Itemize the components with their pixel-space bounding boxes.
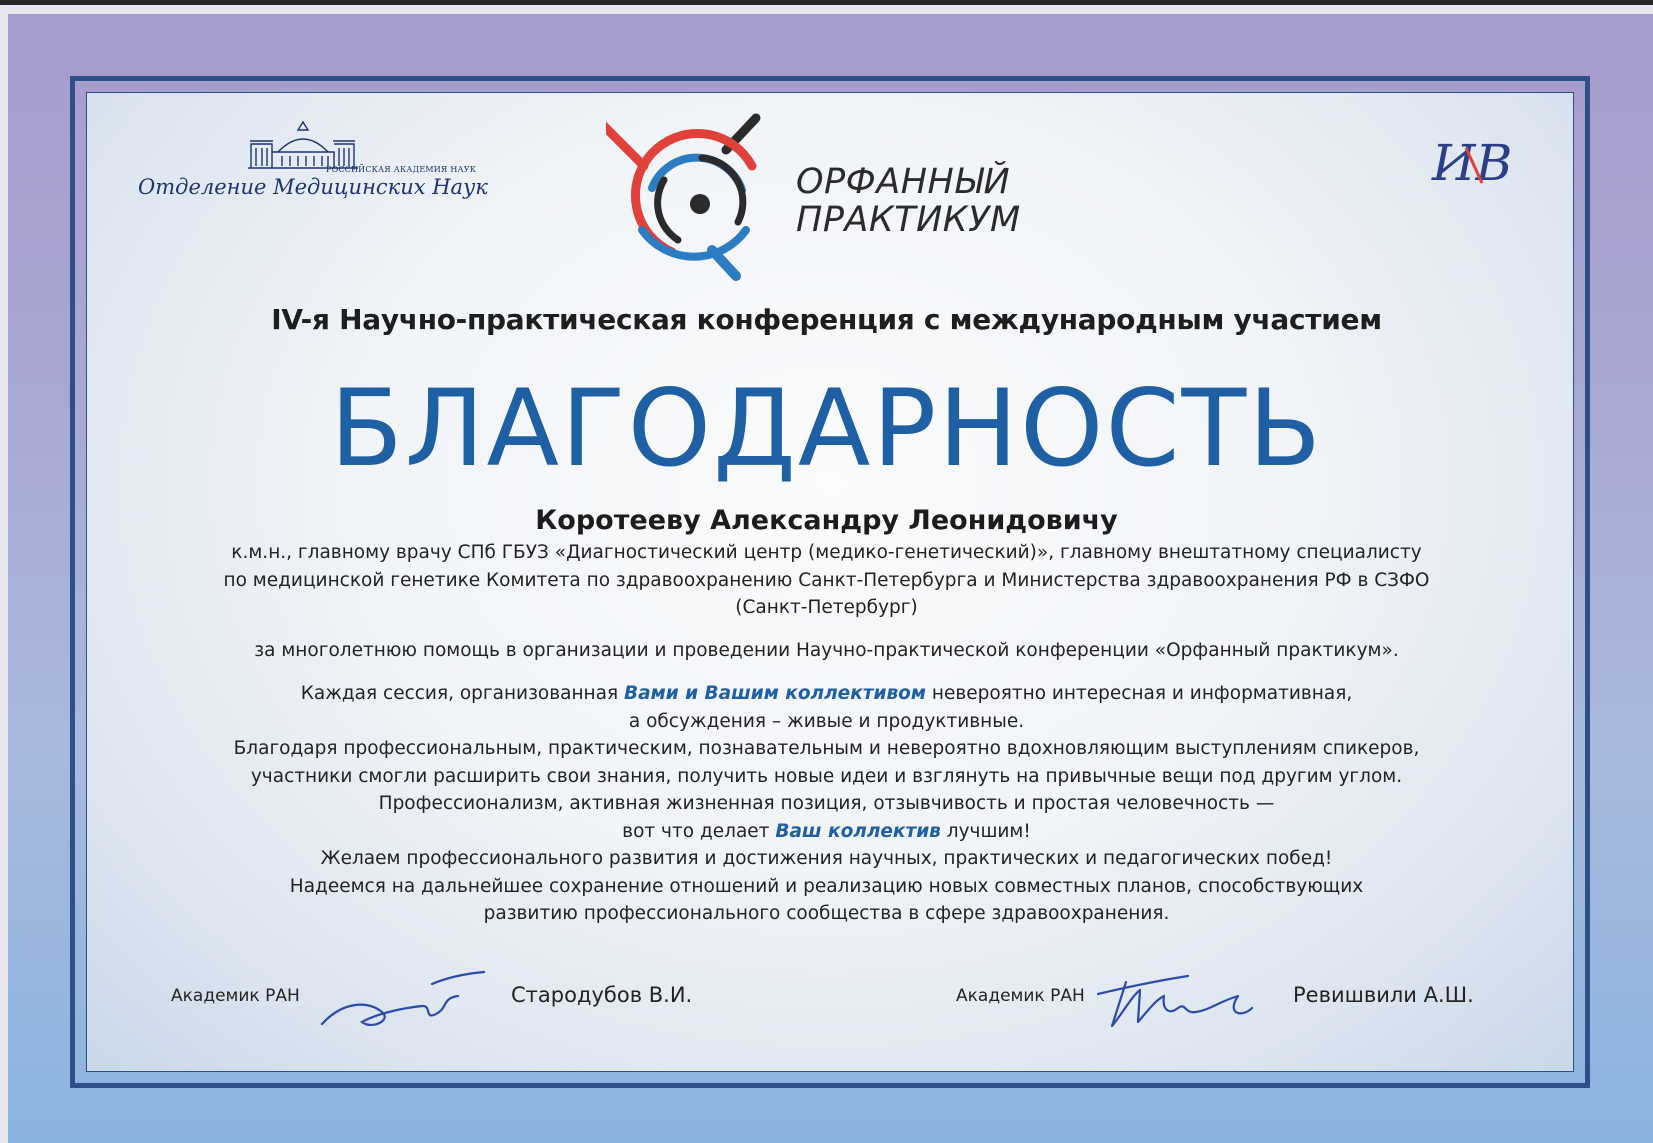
orphan-practicum-emblem-icon xyxy=(606,110,816,296)
position-line-3: (Санкт-Петербург) xyxy=(735,597,918,618)
event-logo-line-1: ОРФАННЫЙ xyxy=(796,162,1011,202)
body-line-3: Благодаря профессиональным, практическим, познавательным и невероятно вдохновляющим выступлениям спикеров, xyxy=(233,738,1420,759)
conference-title: IV-я Научно-практическая конференция с международным участием xyxy=(271,303,1382,336)
highlight-you-and-team: Вами и Вашим коллективом xyxy=(624,683,926,704)
scan-top-edge xyxy=(0,0,1653,5)
body-line-8: Надеемся на дальнейшее сохранение отношений и реализацию новых совместных планов, способствующих xyxy=(289,875,1364,897)
signatory-2-title: Академик РАН xyxy=(956,986,1085,1006)
document-title: БЛАГОДАРНОСТЬ xyxy=(330,367,1323,490)
body-line-7: Желаем профессионального развития и достижения научных, практических и педагогических побед! xyxy=(320,848,1333,869)
signatory-1-name: Стародубов В.И. xyxy=(511,983,693,1007)
body-line-6: вот что делает Ваш коллектив лучшим! xyxy=(622,820,1031,842)
event-logo-line-2: ПРАКТИКУМ xyxy=(796,200,1021,240)
signature-1-icon xyxy=(312,962,512,1042)
body-line-4: участники смогли расширить свои знания, получить новые идеи и взглянуть на привычные вещи под другим углом. xyxy=(250,765,1403,787)
body-text xyxy=(120,680,1533,928)
body-line-9: развитию профессионального сообщества в сфере здравоохранения. xyxy=(483,903,1170,924)
iv-logo-text: ИВ xyxy=(1432,134,1513,192)
position-line-2: по медицинской генетике Комитета по здравоохранению Санкт-Петербурга и Министерства здравоохранения РФ в СЗФО xyxy=(223,569,1430,591)
reason-text: за многолетнюю помощь в организации и проведении Научно-практической конференции «Орфанный практикум». xyxy=(254,640,1399,661)
body-line-1: Каждая сессия, организованная Вами и Вашим коллективом невероятно интересная и информативная, xyxy=(300,683,1353,704)
signatory-2-name: Ревишвили А.Ш. xyxy=(1293,983,1474,1007)
event-logo-wordmark xyxy=(796,163,1021,239)
recipient-position xyxy=(120,539,1533,622)
iv-logo-icon xyxy=(1424,128,1534,198)
signatory-1-title: Академик РАН xyxy=(171,986,300,1006)
recipient-name: Коротееву Александру Леонидовичу xyxy=(535,505,1118,536)
highlight-your-team: Ваш коллектив xyxy=(775,820,941,842)
body-line-2: а обсуждения – живые и продуктивные. xyxy=(628,710,1025,732)
signature-2-icon xyxy=(1092,956,1292,1036)
ras-caption: РОССИЙСКАЯ АКАДЕМИЯ НАУК xyxy=(326,165,477,174)
ras-department-script: Отделение Медицинских Наук xyxy=(138,175,488,199)
body-line-5: Профессионализм, активная жизненная позиция, отзывчивость и простая человечность — xyxy=(378,793,1275,814)
position-line-1: к.м.н., главному врачу СПб ГБУЗ «Диагностический центр (медико-генетический)», главному внештатному специалисту xyxy=(231,542,1422,563)
